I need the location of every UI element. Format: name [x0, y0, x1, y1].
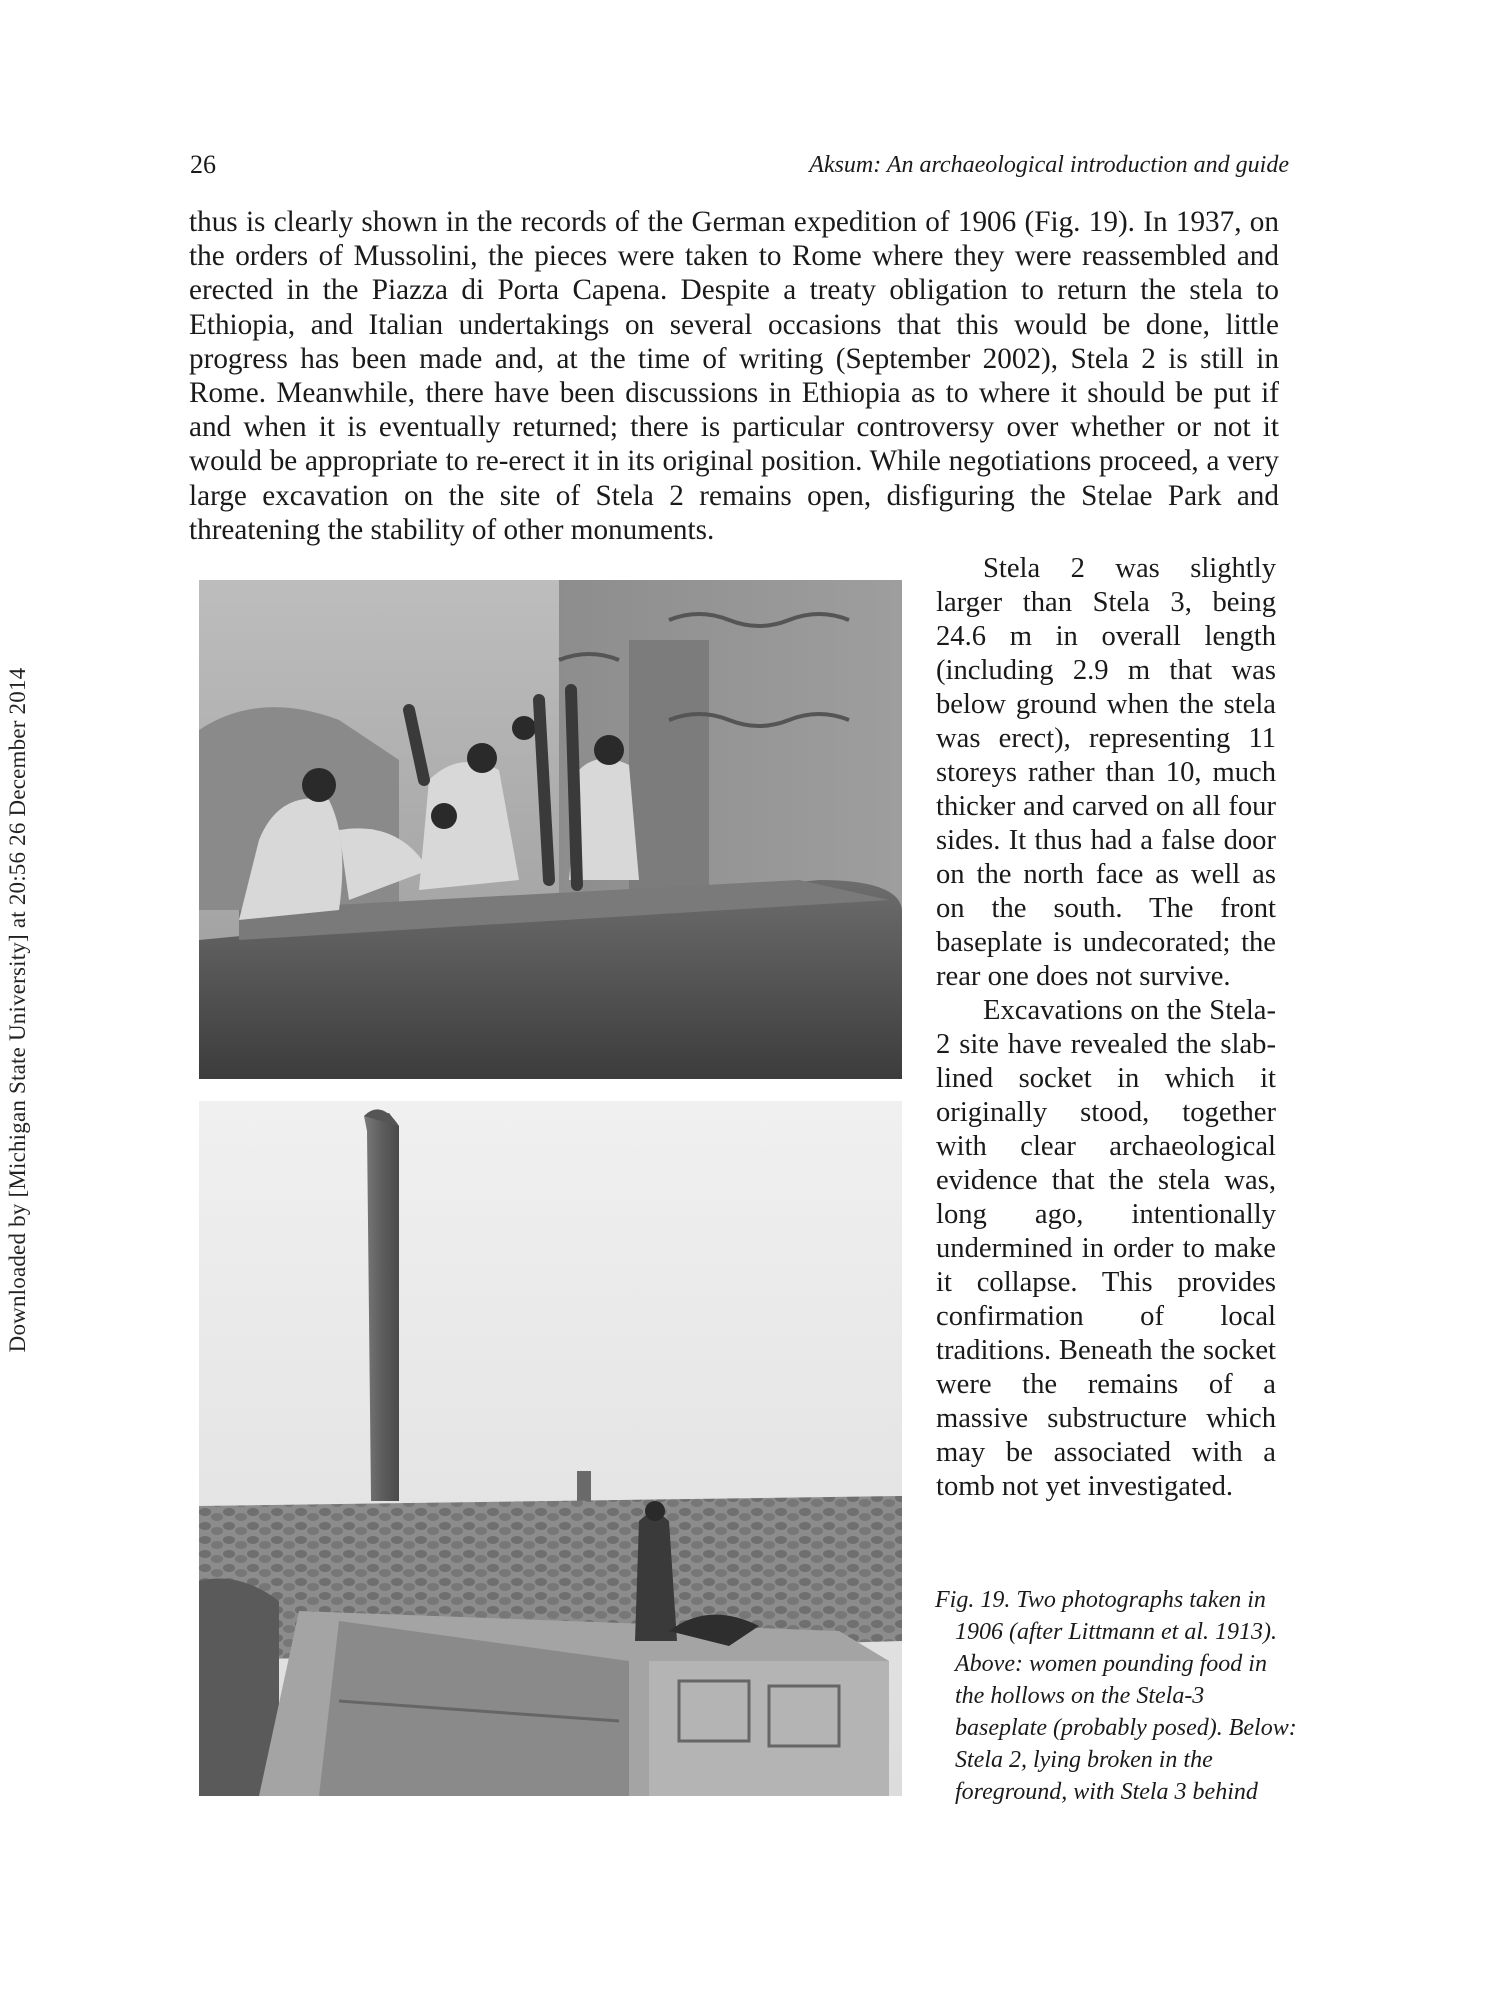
- photo-women-on-baseplate-image: [199, 580, 902, 1079]
- page-number: 26: [190, 150, 216, 179]
- figure-caption: Fig. 19. Two photographs taken in 1906 (after Littmann et al. 1913). Above: women pounding food in the hollows on the Stela-3 baseplate (probably posed). Below: Stela 2, lying broken in the foreground, with Stela 3 behind: [935, 1587, 1297, 1805]
- photo-stela-2-and-stela-3: [199, 1101, 902, 1796]
- running-header: Aksum: An archaeological introduction and guide: [809, 152, 1289, 178]
- download-watermark: [0, 0, 40, 2000]
- right-column-paragraph-1: Stela 2 was slightly larger than Stela 3, being 24.6 m in overall length (including 2.9 m that was below ground when the stela was erect), representing 11 storeys rather than 10, much thicker and carved on all four sides. It thus had a false door on the north face as well as on the south. The front baseplate is undecorated; the rear one does not survive.: [936, 553, 1276, 992]
- download-watermark-text: Downloaded by [Michigan State University] at 20:56 26 December 2014: [5, 667, 30, 1353]
- right-column-paragraph-2: Excavations on the Stela-2 site have revealed the slab-lined socket in which it originally stood, together with clear archaeological evidence that the stela was, long ago, intentionally undermined in order to make it collapse. This provides confirmation of local traditions. Beneath the socket were the remains of a massive substructure which may be associated with a tomb not yet investigated.: [936, 995, 1276, 1502]
- photo-stela-2-and-stela-3-image: [199, 1101, 902, 1796]
- photo-women-on-baseplate: [199, 580, 902, 1079]
- body-paragraph: thus is clearly shown in the records of the German expedition of 1906 (Fig. 19). In 1937, on the orders of Mussolini, the pieces were taken to Rome where they were reassembled and erected in the Piazza di Porta Capena. Despite a treaty obligation to return the stela to Ethiopia, and Italian undertakings on several occasions that this would be done, little progress has been made and, at the time of writing (September 2002), Stela 2 is still in Rome. Meanwhile, there have been discussions in Ethiopia as to where it should be put if and when it is eventually returned; there is particular controversy over whether or not it would be appropriate to re-erect it in its original position. While negotiations proceed, a very large excavation on the site of Stela 2 remains open, disfiguring the Stelae Park and threatening the stability of other monuments.: [189, 206, 1279, 546]
